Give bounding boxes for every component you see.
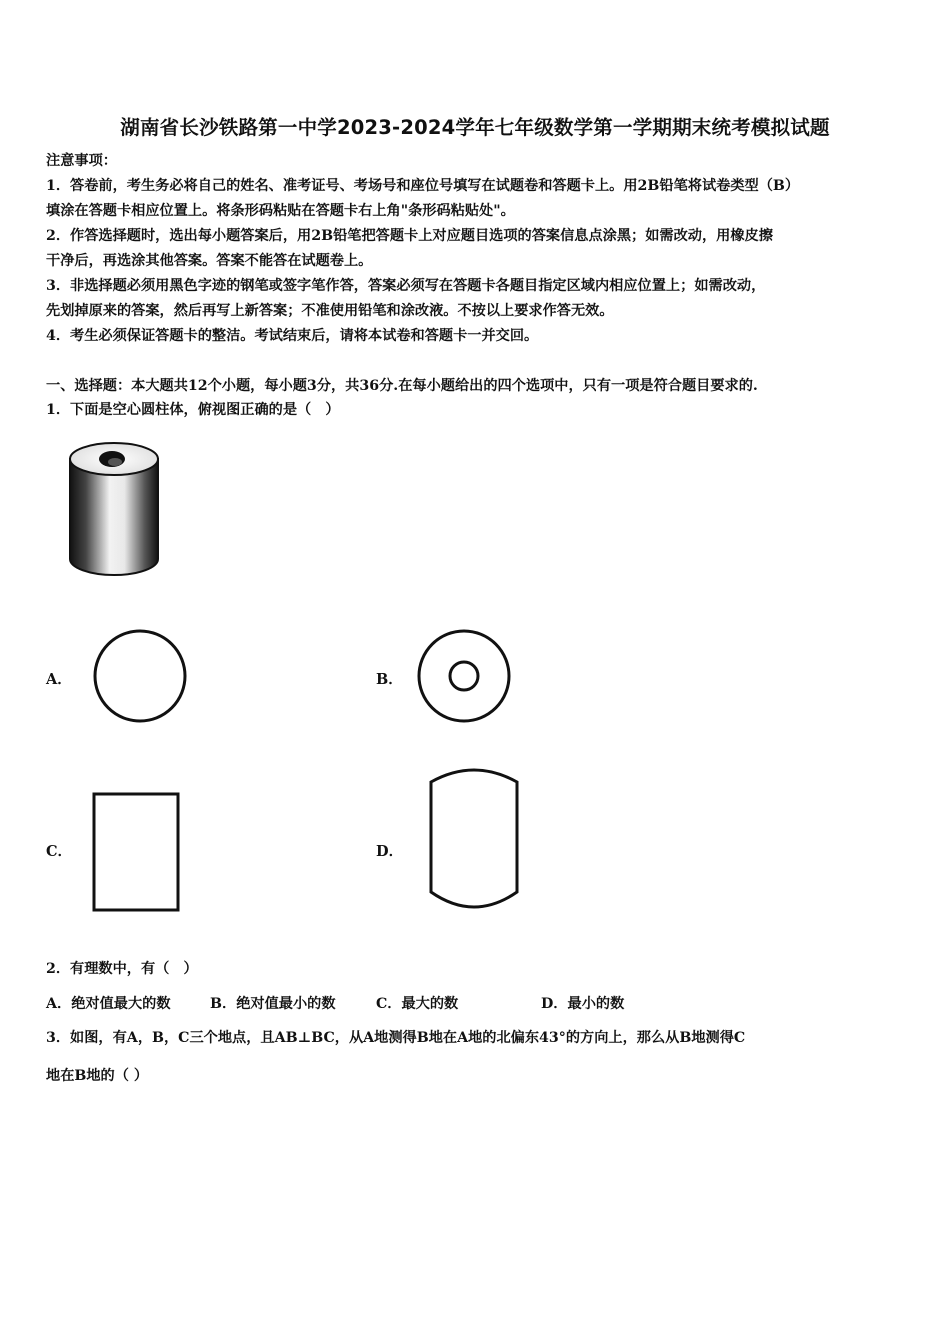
q2-option-c-text: 最大的数: [401, 996, 459, 1012]
q2-option-c: [376, 993, 458, 1013]
q2-option-b-text: 绝对值最小的数: [236, 996, 336, 1012]
notice-line: 干净后，再选涂其他答案。答案不能答在试题卷上。: [46, 253, 373, 269]
q2-option-a-text: 绝对值最大的数: [71, 996, 171, 1012]
option-c-label: C．: [46, 843, 73, 860]
option-c-rectangle-figure: [90, 790, 184, 914]
option-b-concentric-circles-figure: [416, 628, 512, 724]
notice-heading: 注意事项：: [46, 153, 117, 169]
notice-line: 填涂在答题卡相应位置上。将条形码粘贴在答题卡右上角"条形码粘贴处"。: [46, 203, 515, 219]
question-2-stem: 2．有理数中，有（ ）: [46, 961, 198, 977]
question-3-line-2: 地在B地的（ ）: [46, 1068, 149, 1084]
q2-option-a-label: A．: [46, 996, 72, 1012]
q2-option-c-label: C．: [376, 996, 402, 1012]
notice-line: 3．非选择题必须用黑色字迹的钢笔或签字笔作答，答案必须写在答题卡各题目指定区域内相应位置上；如需改动，: [46, 278, 766, 294]
q2-option-a: [46, 993, 171, 1013]
section-heading: 一、选择题：本大题共12个小题，每小题3分，共36分.在每小题给出的四个选项中，只有一项是符合题目要求的.: [46, 378, 758, 394]
option-b-label: B．: [376, 671, 403, 688]
q2-option-d-label: D．: [541, 996, 568, 1012]
option-d-curved-rectangle-figure: [425, 764, 523, 916]
q2-option-d-text: 最小的数: [567, 996, 625, 1012]
option-a-circle-figure: [92, 628, 188, 724]
hollow-cylinder-figure: [62, 437, 167, 582]
option-d-label: D．: [376, 843, 404, 860]
notice-line: 4．考生必须保证答题卡的整洁。考试结束后，请将本试卷和答题卡一并交回。: [46, 328, 539, 344]
q2-option-b: [210, 993, 336, 1013]
page-title: 湖南省长沙铁路第一中学2023-2024学年七年级数学第一学期期末统考模拟试题: [120, 116, 830, 139]
question-1-stem: 1．下面是空心圆柱体，俯视图正确的是（ ）: [46, 402, 340, 418]
notice-line: 先划掉原来的答案，然后再写上新答案；不准使用铅笔和涂改液。不按以上要求作答无效。: [46, 303, 614, 319]
q2-option-d: [541, 993, 624, 1013]
q2-option-b-label: B．: [210, 996, 237, 1012]
notice-line: 2．作答选择题时，选出每小题答案后，用2B铅笔把答题卡上对应题目选项的答案信息点涂黑；如需改动，用橡皮擦: [46, 228, 773, 244]
question-3-line-1: 3．如图，有A，B，C三个地点，且AB⊥BC，从A地测得B地在A地的北偏东43°的方向上，那么从B地测得C: [46, 1030, 746, 1046]
notice-line: 1．答卷前，考生务必将自己的姓名、准考证号、考场号和座位号填写在试题卷和答题卡上。用2B铅笔将试卷类型（B）: [46, 178, 800, 194]
option-a-label: A．: [46, 671, 72, 688]
